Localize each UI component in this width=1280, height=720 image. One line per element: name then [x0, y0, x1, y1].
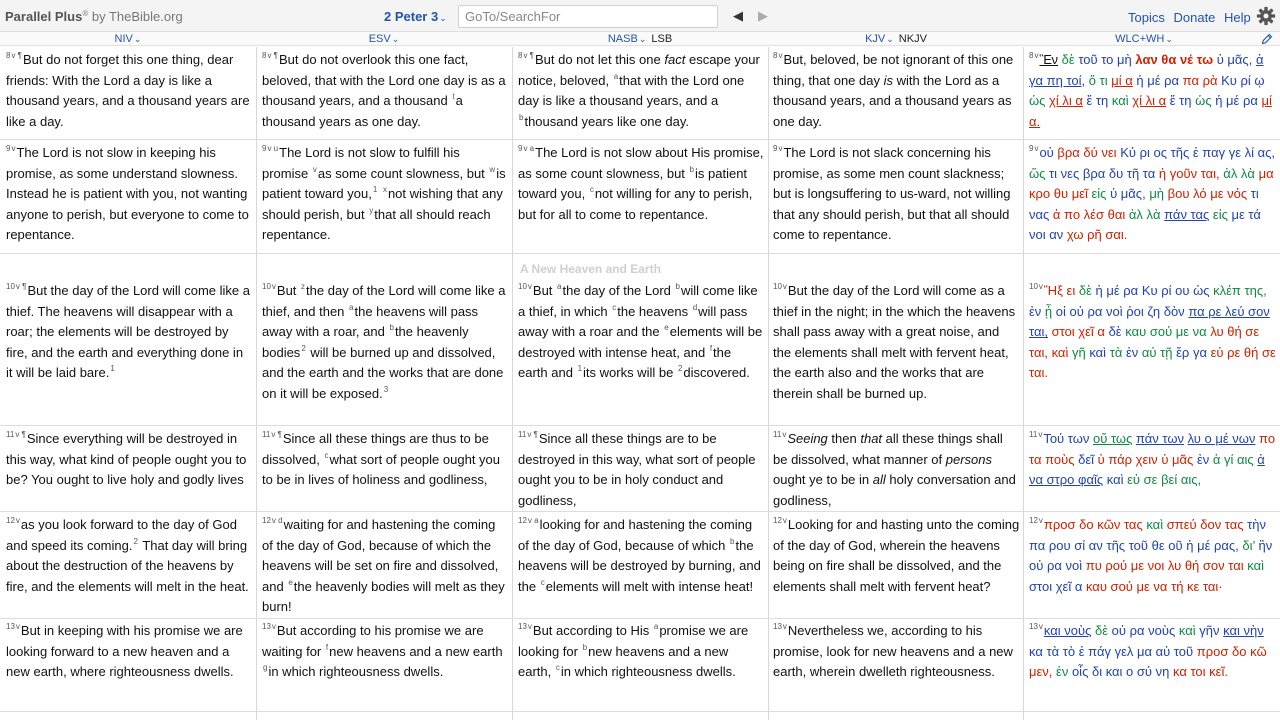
help-link[interactable]: Help — [1224, 10, 1251, 25]
verse-cell-kjv-12: $^{12v}$Looking for and hasting unto the coming of the day of God, wherein the heavens being on fire shall be dissolved, and the elements shall melt with fervent heat? — [773, 516, 1020, 594]
row-divider — [0, 711, 1280, 712]
pencil-icon[interactable] — [1261, 33, 1273, 45]
row-divider — [0, 511, 1280, 512]
verse-cell-greek-8: $^{8v}$Ἓν δὲ τοῦ το μὴ λαν θα νέ τω ὑ μᾶς, ἀ γα πη τοί, ὅ τι μί α ἡ μέ ρα πα ρὰ Κυ ρί ῳ ὡς χί λι α ἔ τη καὶ χί λι α ἔ τη ὡς ἡ μέ ρα μί α. — [1029, 51, 1272, 129]
parallel-verse-grid — [0, 47, 1280, 720]
verse-cell-niv-12: $^{12v}$as you look forward to the day of God and speed its coming.$^2$ That day will bring about the destruction of the heavens by fire, and the elements will melt in the heat. — [6, 516, 249, 594]
section-heading: A New Heaven and Earth — [520, 262, 661, 276]
verse-cell-niv-9: $^{9v}$The Lord is not slow in keeping his promise, as some understand slowness. Instead he is patient with you, not wanting anyone to perish, but everyone to come to repentance. — [6, 144, 249, 243]
verse-cell-nasb-10: $^{10v}$But $^a$the day of the Lord $^b$will come like a thief, in which $^c$the heavens $^d$will pass away with a roar and the $^e$elements will be destroyed with intense heat, and $^f$the earth and $^1$its works will be $^2$discovered. — [518, 282, 763, 381]
top-links — [1128, 10, 1256, 25]
column-header-row — [0, 32, 1280, 46]
verse-cell-esv-9: $^{9v u}$The Lord is not slow to fulfill his promise $^v$as some count slowness, but $^w$is patient toward you,$^1$ $^x$not wishing that any should perish, but $^y$that all should reach repentance. — [262, 144, 506, 243]
column-header-niv[interactable]: NIV⌄ — [114, 33, 142, 45]
verse-cell-greek-10: $^{10v}$Ἥξ ει δὲ ἡ μέ ρα Κυ ρί ου ὡς κλέπ της, ἐν ᾗ οἱ οὐ ρα νοὶ ῥοι ζη δὸν πα ρε λεύ σον ται, στοι χεῖ α δὲ καυ σού με να λυ θή σε ται, καὶ γῆ καὶ τὰ ἐν αὐ τῇ ἔρ γα εὑ ρε θή σε ται. — [1029, 282, 1276, 381]
verse-cell-nasb-8: $^{8v \P}$But do not let this one fact escape your notice, beloved, $^a$that with the Lord one day is like a thousand years, and a $^b$thousand years like one day. — [518, 51, 760, 129]
verse-cell-kjv-10: $^{10v}$But the day of the Lord will come as a thief in the night; in the which the heavens shall pass away with a great noise, and the elements shall melt with fervent heat, the earth also and the works that are therein shall be burned up. — [773, 282, 1016, 401]
registered-mark: ® — [82, 9, 89, 18]
top-bar — [0, 0, 1280, 32]
app-name: Parallel Plus — [5, 9, 83, 24]
verse-cell-niv-11: $^{11v \P}$Since everything will be destroyed in this way, what kind of people ought you to be? You ought to live holy and godly lives — [6, 430, 247, 488]
verse-cell-greek-12: $^{12v}$προσ δο κῶν τας καὶ σπεύ δον τας τὴν πα ρου σί αν τῆς τοῦ θε οῦ ἡ μέ ρας, δι’ ἣν οὐ ρα νοὶ πυ ρού με νοι λυ θή σον ται καὶ στοι χεῖ α καυ σού με να τή κε ται· — [1029, 516, 1273, 594]
verse-cell-esv-10: $^{10v}$But $^z$the day of the Lord will come like a thief, and then $^a$the heavens will pass away with a roar, and $^b$the heavenly bodies$^2$ will be burned up and dissolved, and the earth and the works that are done on it will be exposed.$^3$ — [262, 282, 506, 401]
verse-cell-kjv-9: $^{9v}$The Lord is not slack concerning his promise, as some men count slackness; but is longsuffering to us-ward, not willing that any should perish, but that all should come to repentance. — [773, 144, 1011, 243]
goto-search-input[interactable] — [458, 5, 718, 28]
alt-version-lsb[interactable]: LSB — [651, 33, 673, 45]
verse-cell-esv-8: $^{8v \P}$But do not overlook this one fact, beloved, that with the Lord one day is as a thousand years, and a thousand $^t$a thousand years as one day. — [262, 51, 506, 129]
row-divider — [0, 139, 1280, 140]
next-chapter-icon[interactable]: ▶ — [758, 8, 768, 23]
verse-cell-niv-10: $^{10v \P}$But the day of the Lord will come like a thief. The heavens will disappear with a roar; the elements will be destroyed by fire, and the earth and everything done in it will be laid bare.$^1$ — [6, 282, 250, 381]
verse-cell-niv-8: $^{8v \P}$But do not forget this one thing, dear friends: With the Lord a day is like a thousand years, and a thousand years are like a day. — [6, 51, 250, 129]
verse-cell-greek-11: $^{11v}$Τού των οὕ τως πάν των λυ ο μέ νων πο τα ποὺς δεῖ ὑ πάρ χειν ὑ μᾶς ἐν ἁ γί αις ἀ να στρο φαῖς καὶ εὐ σε βεί αις, — [1029, 430, 1276, 488]
alt-version-nkjv[interactable]: NKJV — [898, 33, 927, 45]
column-header-esv[interactable]: ESV⌄ — [368, 33, 400, 45]
verse-cell-nasb-12: $^{12v a}$looking for and hastening the coming of the day of God, because of which $^b$the heavens will be destroyed by burning, and the $^c$elements will melt with intense heat! — [518, 516, 761, 594]
column-header-kjv[interactable]: KJV⌄ NKJV — [865, 33, 927, 45]
verse-cell-esv-13: $^{13v}$But according to his promise we are waiting for $^f$new heavens and a new earth $^g$in which righteousness dwells. — [262, 622, 503, 680]
row-divider — [0, 618, 1280, 619]
verse-cell-nasb-11: $^{11v \P}$Since all these things are to be destroyed in this way, what sort of people ought you to be in holy conduct and godliness, — [518, 430, 756, 508]
previous-chapter-icon[interactable]: ◀ — [733, 8, 743, 23]
column-header-wlc-wh[interactable]: WLC+WH⌄ — [1115, 33, 1173, 45]
column-divider — [768, 47, 769, 720]
app-by: by TheBible.org — [91, 9, 183, 24]
row-divider — [0, 425, 1280, 426]
verse-cell-greek-9: $^{9v}$οὐ βρα δύ νει Κύ ρι ος τῆς ἐ παγ γε λί ας, ὥς τι νες βρα δυ τῆ τα ἡ γοῦν ται, ἀλ λὰ μα κρο θυ μεῖ εἰς ὑ μᾶς, μὴ βου λό με νός τι νας ἀ πο λέσ θαι ἀλ λὰ πάν τας εἰς με τά νοι αν χω ρῆ σαι. — [1029, 144, 1276, 243]
column-header-nasb[interactable]: NASB⌄ LSB — [607, 33, 673, 45]
verse-cell-esv-12: $^{12v d}$waiting for and hastening the coming of the day of God, because of which the heavens will be set on fire and dissolved, and $^e$the heavenly bodies will melt as they burn! — [262, 516, 505, 615]
donate-link[interactable]: Donate — [1173, 10, 1216, 25]
verse-cell-niv-13: $^{13v}$But in keeping with his promise we are looking forward to a new heaven and a new earth, where righteousness dwells. — [6, 622, 243, 680]
verse-cell-greek-13: $^{13v}$και νοὺς δὲ οὐ ρα νοὺς καὶ γῆν και νὴν κα τὰ τὸ ἐ πάγ γελ μα αὐ τοῦ προσ δο κῶ μεν, ἐν οἷς δι και ο σύ νη κα τοι κεῖ. — [1029, 622, 1267, 680]
verse-cell-nasb-13: $^{13v}$But according to His $^a$promise we are looking for $^b$new heavens and a new earth, $^c$in which righteousness dwells. — [518, 622, 749, 680]
row-divider — [0, 253, 1280, 254]
verse-cell-kjv-11: $^{11v}$Seeing then that all these things shall be dissolved, what manner of persons ought ye to be in all holy conversation and godliness, — [773, 430, 1016, 508]
topics-link[interactable]: Topics — [1128, 10, 1165, 25]
column-divider — [1023, 47, 1024, 720]
verse-cell-esv-11: $^{11v \P}$Since all these things are thus to be dissolved, $^c$what sort of people ought you to be in lives of holiness and godliness, — [262, 430, 500, 488]
chevron-down-icon: ⌄ — [439, 13, 447, 23]
app-brand[interactable] — [5, 9, 183, 24]
column-divider — [256, 47, 257, 720]
gear-icon[interactable] — [1256, 6, 1276, 26]
passage-label: 2 Peter 3 — [384, 9, 439, 24]
verse-cell-kjv-8: $^{8v}$But, beloved, be not ignorant of this one thing, that one day is with the Lord as a thousand years, and a thousand years as one day. — [773, 51, 1014, 129]
passage-selector[interactable] — [384, 9, 447, 24]
verse-cell-kjv-13: $^{13v}$Nevertheless we, according to his promise, look for new heavens and a new earth, wherein dwelleth righteousness. — [773, 622, 1013, 680]
verse-cell-nasb-9: $^{9v a}$The Lord is not slow about His promise, as some count slowness, but $^b$is patient toward you, $^c$not willing for any to perish, but for all to come to repentance. — [518, 144, 764, 222]
column-divider — [512, 47, 513, 720]
